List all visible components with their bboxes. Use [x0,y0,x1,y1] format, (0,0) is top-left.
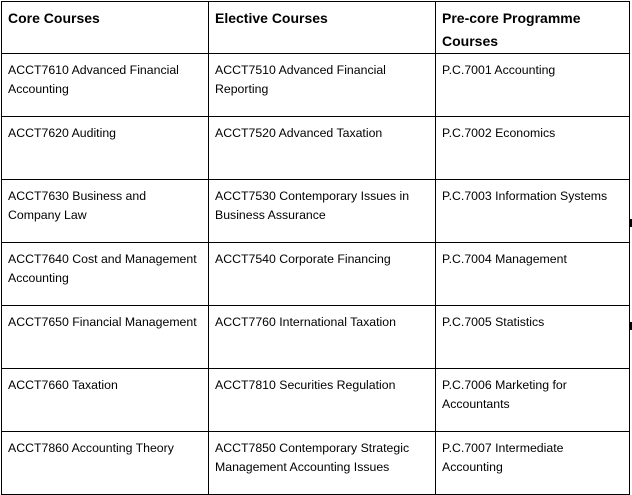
elective-course-cell: ACCT7760 International Taxation [209,306,436,369]
table-row [2,369,630,432]
table-row [2,243,630,306]
core-course-cell: ACCT7660 Taxation [2,369,209,432]
header-pre-core-courses: Pre-core Programme Courses [436,2,630,54]
elective-course-cell: ACCT7530 Contemporary Issues in Business Assurance [209,180,436,243]
core-course-cell: ACCT7620 Auditing [2,117,209,180]
pre-core-course-cell: P.C.7002 Economics [436,117,630,180]
elective-course-cell: ACCT7520 Advanced Taxation [209,117,436,180]
core-course-cell: ACCT7650 Financial Management [2,306,209,369]
pre-core-course-cell: P.C.7004 Management [436,243,630,306]
pre-core-course-cell: P.C.7003 Information Systems [436,180,630,243]
table-row [2,54,630,117]
table-row [2,117,630,180]
core-course-cell: ACCT7860 Accounting Theory [2,432,209,495]
core-course-cell: ACCT7610 Advanced Financial Accounting [2,54,209,117]
table-row [2,180,630,243]
pre-core-course-cell: P.C.7007 Intermediate Accounting [436,432,630,495]
elective-course-cell: ACCT7540 Corporate Financing [209,243,436,306]
elective-course-cell: ACCT7810 Securities Regulation [209,369,436,432]
elective-course-cell: ACCT7850 Contemporary Strategic Management Accounting Issues [209,432,436,495]
pre-core-course-cell: P.C.7001 Accounting [436,54,630,117]
courses-table [1,1,630,495]
header-core-courses: Core Courses [2,2,209,54]
table-row [2,432,630,495]
core-course-cell: ACCT7630 Business and Company Law [2,180,209,243]
core-course-cell: ACCT7640 Cost and Management Accounting [2,243,209,306]
pre-core-course-cell: P.C.7006 Marketing for Accountants [436,369,630,432]
header-elective-courses: Elective Courses [209,2,436,54]
table-row [2,306,630,369]
elective-course-cell: ACCT7510 Advanced Financial Reporting [209,54,436,117]
pre-core-course-cell: P.C.7005 Statistics [436,306,630,369]
header-row [2,2,630,54]
